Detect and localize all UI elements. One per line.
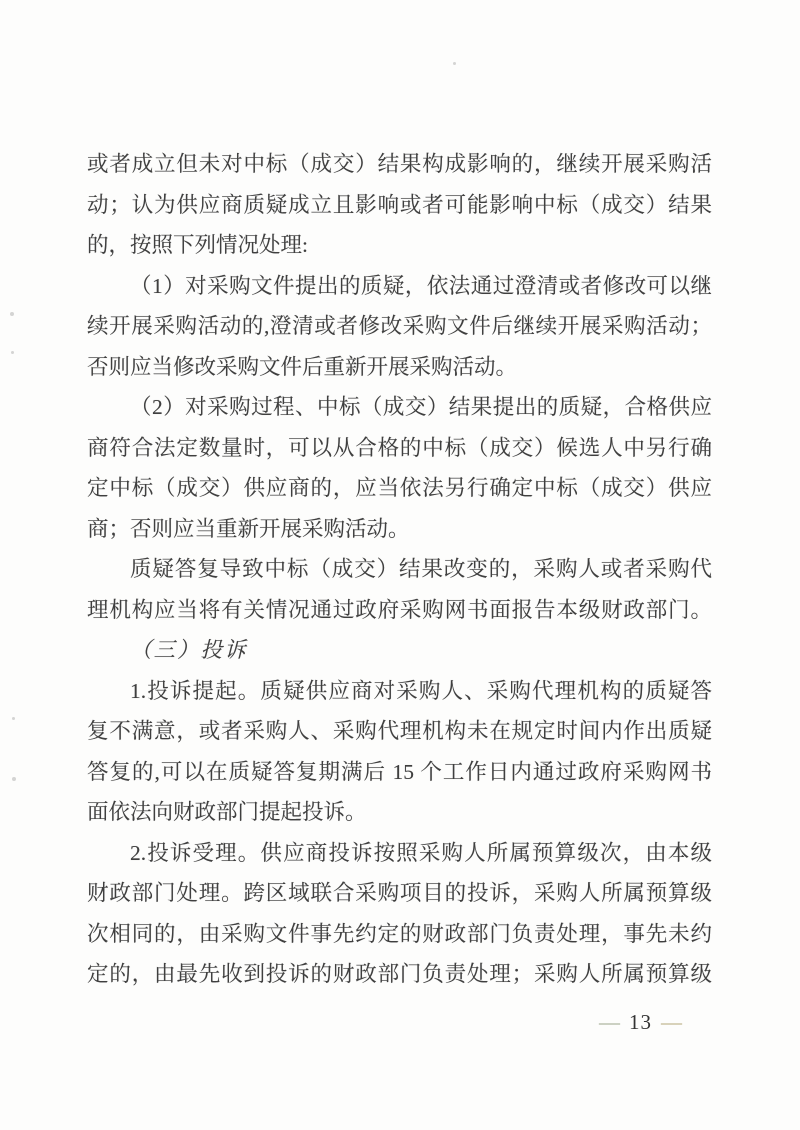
scan-speck (12, 717, 15, 720)
text-line: 答复的,可以在质疑答复期满后 15 个工作日内通过政府采购网书 (87, 759, 712, 784)
text-line: 定的，由最先收到投诉的财政部门负责处理；采购人所属预算级 (87, 962, 712, 986)
text-line: （2）对采购过程、中标（成交）结果提出的质疑，合格供应 (130, 395, 712, 419)
text-line: （1）对采购文件提出的质疑，依法通过澄清或者修改可以继 (130, 273, 712, 298)
scan-speck (10, 312, 14, 316)
text-line: 理机构应当将有关情况通过政府采购网书面报告本级财政部门。 (87, 597, 712, 622)
text-line: 商符合法定数量时，可以从合格的中标（成交）候选人中另行确 (87, 435, 712, 460)
section-heading: （三）投诉 (130, 638, 248, 662)
text-line: 质疑答复导致中标（成交）结果改变的，采购人或者采购代 (130, 557, 712, 581)
page-body (87, 144, 712, 995)
text-line: 次相同的，由采购文件事先约定的财政部门负责处理，事先未约 (87, 921, 712, 946)
text-line: 续开展采购活动的,澄清或者修改采购文件后继续开展采购活动； (87, 314, 712, 338)
page-number-dash-left: — (599, 1010, 620, 1034)
text-line: 的，按照下列情况处理: (87, 233, 308, 257)
text-line: 复不满意，或者采购人、采购代理机构未在规定时间内作出质疑 (87, 719, 712, 743)
page-number (599, 1007, 682, 1037)
text-line: 面依法向财政部门提起投诉。 (87, 800, 367, 824)
page-number-dash-right: — (661, 1010, 682, 1034)
scan-speck (11, 351, 14, 354)
text-line: 或者成立但未对中标（成交）结果构成影响的，继续开展采购活 (87, 152, 712, 176)
text-line: 动；认为供应商质疑成立且影响或者可能影响中标（成交）结果 (87, 192, 712, 217)
scan-speck (453, 62, 456, 65)
text-line: 否则应当修改采购文件后重新开展采购活动。 (87, 354, 518, 379)
text-line: 定中标（成交）供应商的，应当依法另行确定中标（成交）供应 (87, 476, 712, 500)
text-line: 商；否则应当重新开展采购活动。 (87, 516, 410, 541)
text-line: 2.投诉受理。供应商投诉按照采购人所属预算级次，由本级 (130, 840, 712, 865)
text-line: 财政部门处理。跨区域联合采购项目的投诉，采购人所属预算级 (87, 881, 712, 905)
text-line: 1.投诉提起。质疑供应商对采购人、采购代理机构的质疑答 (130, 678, 712, 703)
scan-speck (12, 777, 16, 781)
page-number-value: 13 (629, 1010, 652, 1034)
